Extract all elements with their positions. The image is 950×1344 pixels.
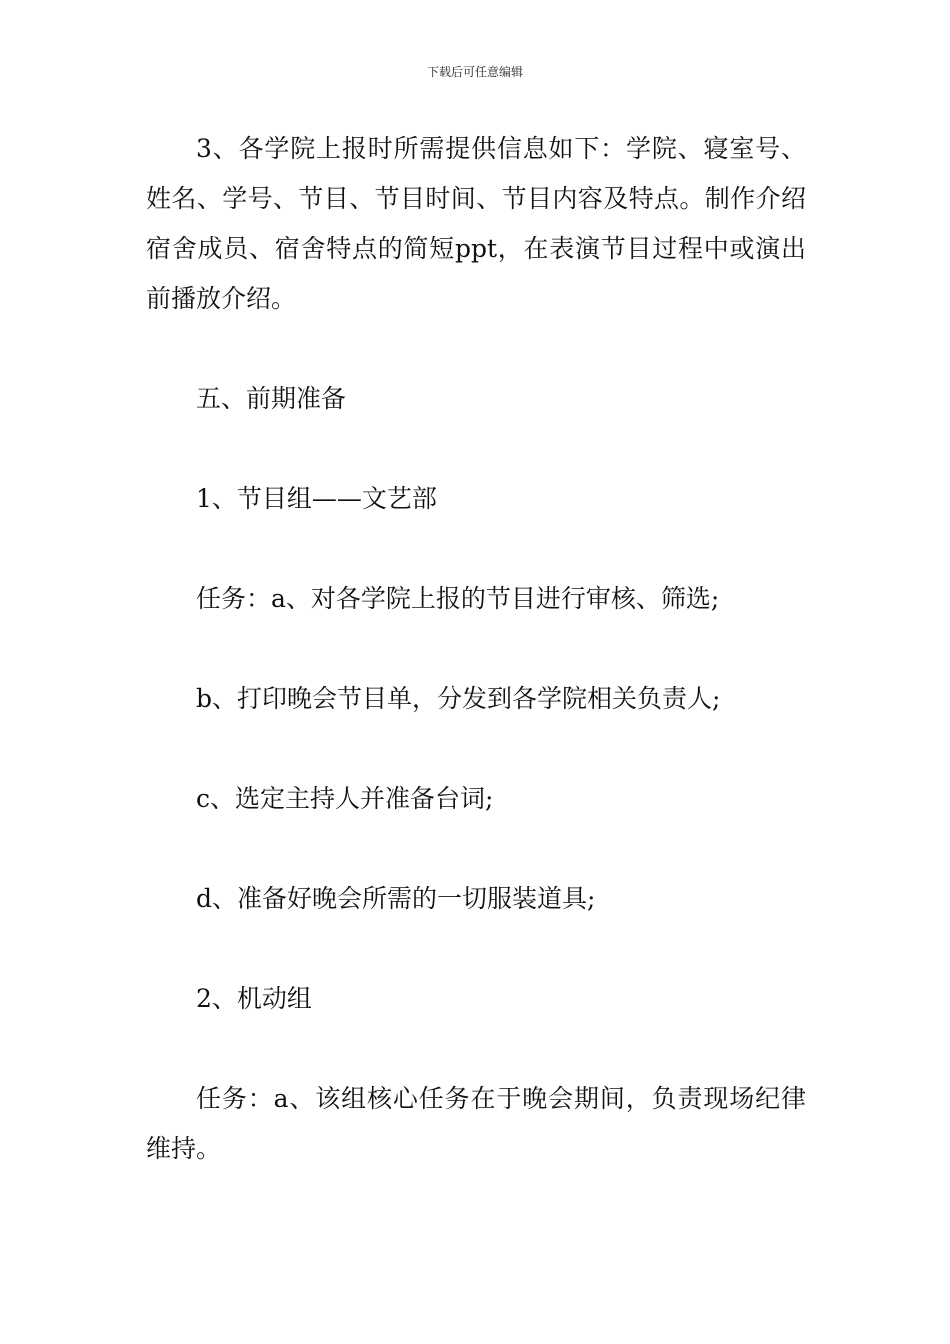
document-body xyxy=(146,124,806,1174)
section-heading-preparation: 五、前期准备 xyxy=(196,384,347,413)
subheading-program-group: 1、节目组——文艺部 xyxy=(196,484,437,513)
subheading-mobile-group: 2、机动组 xyxy=(196,984,312,1013)
task-item-d: d、准备好晚会所需的一切服装道具; xyxy=(196,884,596,913)
task-item-c: c、选定主持人并准备台词; xyxy=(196,784,494,813)
task-item-b: b、打印晚会节目单，分发到各学院相关负责人; xyxy=(196,684,721,713)
paragraph-submission-info: 3、各学院上报时所需提供信息如下：学院、寝室号、姓名、学号、节目、节目时间、节目内容及特点。制作介绍宿舍成员、宿舍特点的简短ppt，在表演节目过程中或演出前播放介绍。 xyxy=(146,134,806,313)
task-item-a: 任务：a、对各学院上报的节目进行审核、筛选; xyxy=(196,584,720,613)
page-header: 下载后可任意编辑 xyxy=(426,65,523,79)
task-item-mobile-a: 任务：a、该组核心任务在于晚会期间，负责现场纪律维持。 xyxy=(146,1084,806,1163)
